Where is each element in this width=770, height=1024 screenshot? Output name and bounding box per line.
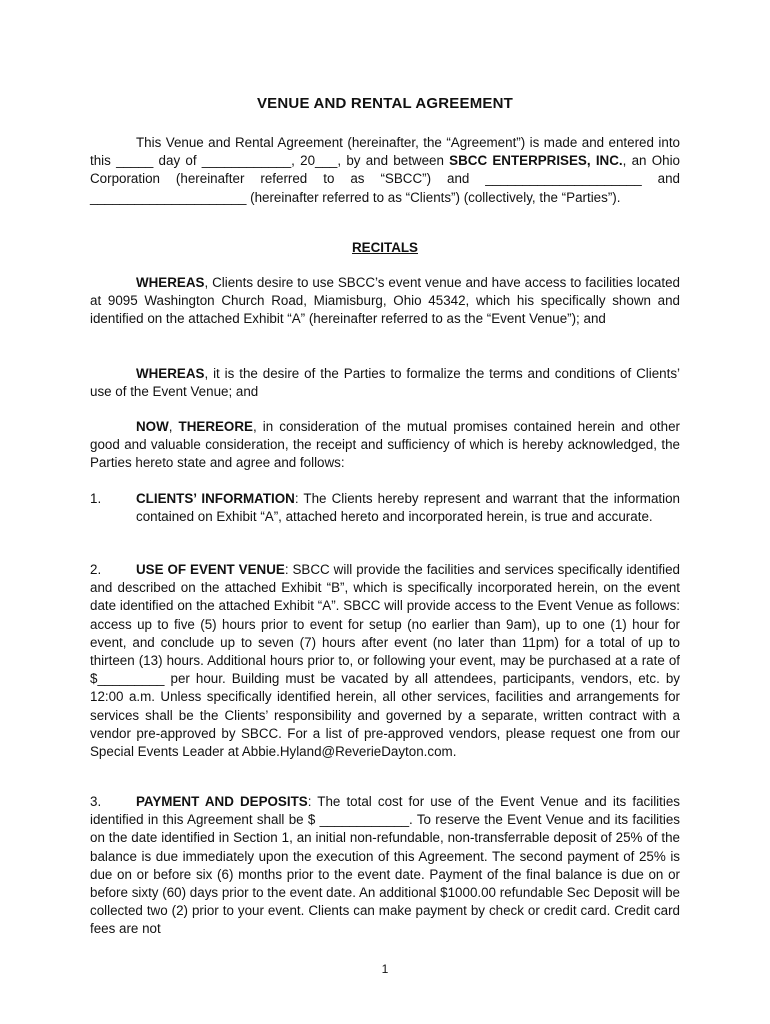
section-2-number: 2.: [90, 562, 102, 577]
section-2-heading: USE OF EVENT VENUE: [136, 562, 285, 577]
whereas-paragraph-1: [90, 274, 680, 329]
therefore-keyword: THEREORE: [178, 419, 253, 434]
section-2-text: : SBCC will provide the facilities and services specifically identified and described on the attached Exhibit “B”, which is specifically incorporated herein, on the event date identified on the attached Exhibit “A”. SBCC will provide access to the Event Venue as follows: access up to five (5) hours prior to event for setup (no earlier than 9am), up to one (1) hour for event, and conclude up to seven (7) hours after event (no later than 11pm) for a total of up to thirteen (13) hours. Additional hours prior to, or following your event, may be purchased at a rate of $_________ per hour. Building must be vacated by all attendees, participants, vendors, etc. by 12:00 a.m. Unless specifically identified herein, all other services, facilities and arrangements for services shall be the Clients’ responsibility and governed by a separate, written contract with a vendor pre-approved by SBCC. For a list of pre-approved vendors, please request one from our Special Events Leader at Abbie.Hyland@ReverieDayton.com.: [90, 562, 680, 760]
whereas-keyword-2: WHEREAS: [136, 366, 205, 381]
intro-paragraph: [90, 134, 680, 207]
whereas-keyword-1: WHEREAS: [136, 275, 205, 290]
section-1-heading: CLIENTS’ INFORMATION: [136, 491, 295, 506]
section-3-paragraph: [90, 793, 680, 939]
intro-text-a: This Venue and Rental Agreement (hereinafter, the “Agreement”) is made and entered into this _____ day of ____________, 20___, by and between: [90, 135, 680, 169]
section-3-heading: PAYMENT AND DEPOSITS: [136, 794, 308, 809]
now-keyword: NOW: [136, 419, 169, 434]
recitals-heading: RECITALS: [352, 240, 418, 255]
whereas-paragraph-2: [90, 365, 680, 401]
section-3-text: : The total cost for use of the Event Venue and its facilities identified in this Agreement shall be $ ____________. To reserve the Event Venue and its facilities on the date identified in Section 1, an initial non-refundable, non-transferrable deposit of 25% of the balance is due immediately upon the execution of this Agreement. The second payment of 25% is due on or before six (6) months prior to the event date. Payment of the final balance is due on or before sixty (60) days prior to the event date. An additional $1000.00 refundable Sec Deposit will be collected two (2) prior to your event. Clients can make payment by check or credit card. Credit card fees are not: [90, 794, 680, 937]
section-2-paragraph: [90, 561, 680, 761]
section-3-number: 3.: [90, 794, 102, 809]
section-1-number: 1.: [90, 491, 102, 506]
page-number: 1: [381, 962, 389, 976]
whereas-text-1: , Clients desire to use SBCC’s event venue and have access to facilities located at 9095 Washington Church Road, Miamisburg, Ohio 45342, which his specifically shown and identified on the attached Exhibit “A” (hereinafter referred to as the “Event Venue”); and: [90, 275, 680, 327]
intro-text-b: , an Ohio Corporation (hereinafter referred to as “SBCC”) and _____________________ and _____________________ (hereinafter referred to as “Clients”) (collectively, the “Parties”).: [90, 153, 680, 205]
section-1-text: : The Clients hereby represent and warrant that the information contained on Exhibit “A”, attached hereto and incorporated herein, is true and accurate.: [136, 491, 680, 525]
section-1-paragraph: [136, 490, 680, 526]
party-name: SBCC ENTERPRISES, INC.: [449, 153, 623, 169]
now-therefore-paragraph: [90, 418, 680, 473]
now-separator: ,: [168, 419, 179, 434]
document-title: VENUE AND RENTAL AGREEMENT: [256, 95, 514, 112]
now-therefore-text: , in consideration of the mutual promises contained herein and other good and valuable consideration, the receipt and sufficiency of which is hereby acknowledged, the Parties hereto state and agree and follows:: [90, 419, 680, 471]
whereas-text-2: , it is the desire of the Parties to formalize the terms and conditions of Clients’ use of the Event Venue; and: [90, 366, 680, 400]
